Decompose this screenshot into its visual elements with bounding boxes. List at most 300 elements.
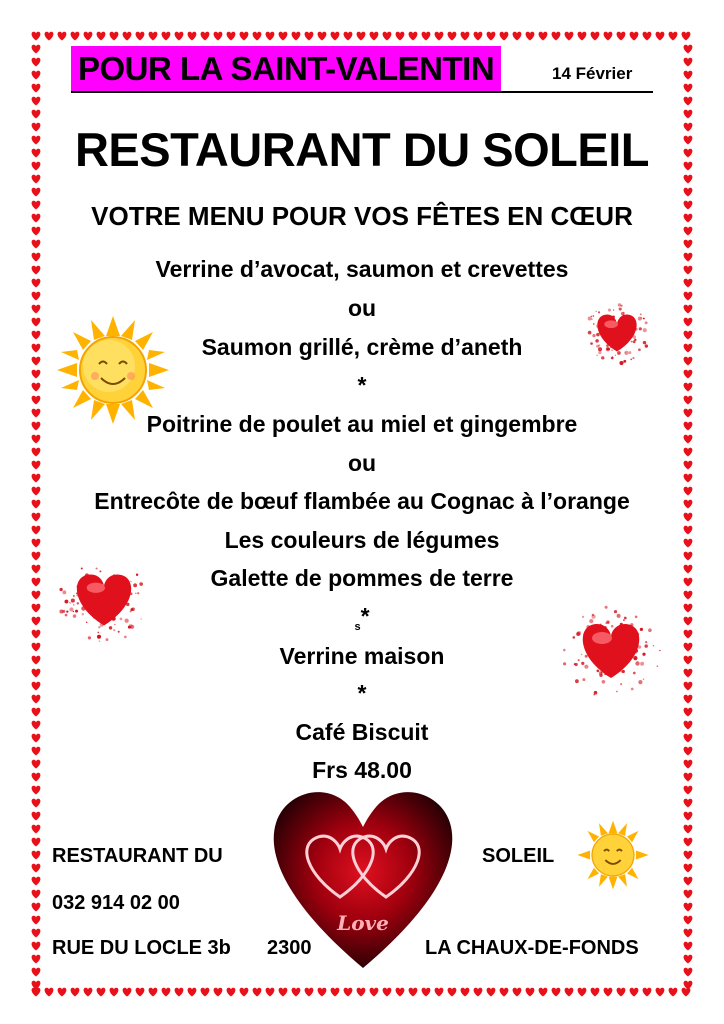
sparkle-dot bbox=[630, 358, 632, 360]
border-heart bbox=[487, 988, 496, 997]
sparkle-dot bbox=[608, 308, 611, 311]
border-heart bbox=[357, 32, 366, 41]
menu-subtitle: VOTRE MENU POUR VOS FÊTES EN CŒUR bbox=[91, 201, 633, 231]
border-heart bbox=[591, 32, 600, 41]
border-heart bbox=[188, 988, 197, 997]
sparkle-dot bbox=[645, 321, 648, 324]
border-heart bbox=[435, 32, 444, 41]
border-heart bbox=[383, 32, 392, 41]
sparkle-dot bbox=[643, 341, 647, 345]
border-heart bbox=[684, 747, 693, 756]
sparkle-dot bbox=[601, 356, 604, 359]
sparkle-dot bbox=[635, 616, 638, 619]
sparkle-dot bbox=[59, 609, 63, 613]
border-heart bbox=[110, 988, 119, 997]
border-heart bbox=[266, 988, 275, 997]
sparkle-dot bbox=[633, 672, 636, 675]
sparkle-dot bbox=[633, 656, 637, 660]
restaurant-title: RESTAURANT DU SOLEIL bbox=[74, 123, 649, 176]
border-heart bbox=[684, 84, 693, 93]
sparkle-dot bbox=[120, 618, 123, 621]
heart-love-text: Love bbox=[337, 911, 389, 935]
sparkle-dot bbox=[140, 618, 141, 619]
menu-separator: ou bbox=[347, 295, 377, 321]
border-heart bbox=[32, 890, 41, 899]
border-heart bbox=[500, 32, 509, 41]
border-heart bbox=[591, 988, 600, 997]
sparkle-dot bbox=[596, 345, 599, 348]
sparkle-dot bbox=[98, 626, 100, 628]
sparkle-dot bbox=[657, 665, 659, 667]
menu-separator: ou bbox=[347, 450, 377, 476]
footer-name-left: RESTAURANT DU bbox=[52, 845, 223, 867]
sparkle-dot bbox=[611, 357, 614, 360]
border-heart bbox=[552, 988, 561, 997]
border-heart bbox=[32, 58, 41, 67]
sparkle-dot bbox=[585, 655, 588, 658]
sparkle-dot bbox=[581, 654, 583, 656]
border-heart bbox=[71, 32, 80, 41]
sparkle-dot bbox=[99, 570, 101, 572]
border-heart bbox=[32, 240, 41, 249]
border-heart bbox=[149, 32, 158, 41]
sparkle-dot bbox=[621, 312, 625, 316]
sparkle-dot bbox=[595, 339, 599, 343]
sparkle-dot bbox=[640, 628, 643, 631]
border-heart bbox=[357, 988, 366, 997]
sparkle-dot bbox=[595, 311, 596, 312]
border-heart bbox=[240, 32, 249, 41]
sparkle-dot bbox=[65, 614, 68, 617]
menu-item: Galette de pommes de terre bbox=[210, 565, 514, 591]
border-heart bbox=[32, 851, 41, 860]
sparkle-dot bbox=[99, 641, 100, 642]
border-heart bbox=[266, 32, 275, 41]
sparkle-dot bbox=[598, 311, 600, 313]
border-heart bbox=[32, 84, 41, 93]
menu-price: Frs 48.00 bbox=[312, 757, 412, 783]
border-heart bbox=[45, 988, 54, 997]
border-heart bbox=[684, 591, 693, 600]
border-heart bbox=[305, 32, 314, 41]
sparkle-dot bbox=[643, 679, 644, 680]
header-underline bbox=[71, 91, 653, 93]
border-heart bbox=[396, 32, 405, 41]
border-heart bbox=[461, 988, 470, 997]
border-heart bbox=[682, 32, 691, 41]
sparkle-dot bbox=[631, 688, 634, 691]
border-heart bbox=[487, 32, 496, 41]
border-heart bbox=[58, 988, 67, 997]
border-heart bbox=[552, 32, 561, 41]
sparkle-dot bbox=[82, 613, 84, 615]
menu-item: Verrine maison bbox=[279, 643, 445, 669]
border-heart bbox=[539, 32, 548, 41]
border-heart bbox=[32, 825, 41, 834]
border-heart bbox=[383, 988, 392, 997]
sparkle-dot bbox=[137, 592, 139, 594]
border-heart bbox=[123, 988, 132, 997]
border-heart bbox=[396, 988, 405, 997]
sparkle-dot bbox=[638, 348, 641, 351]
border-heart bbox=[279, 988, 288, 997]
border-heart bbox=[684, 825, 693, 834]
border-heart bbox=[32, 45, 41, 54]
sparkle-dot bbox=[590, 342, 593, 345]
sparkle-heart-icon bbox=[578, 298, 656, 370]
border-heart bbox=[227, 32, 236, 41]
sparkle-dot bbox=[648, 628, 652, 632]
menu-item: Poitrine de poulet au miel et gingembre bbox=[146, 411, 578, 437]
border-heart bbox=[32, 799, 41, 808]
sparkle-dot bbox=[617, 351, 621, 355]
sparkle-dot bbox=[592, 614, 594, 616]
sparkle-dot bbox=[113, 629, 115, 631]
sparkle-dot bbox=[616, 691, 618, 693]
border-heart bbox=[32, 669, 41, 678]
menu-item: Café Biscuit bbox=[295, 719, 429, 745]
border-heart bbox=[32, 708, 41, 717]
border-heart bbox=[32, 955, 41, 964]
border-heart bbox=[344, 988, 353, 997]
border-heart bbox=[32, 747, 41, 756]
sparkle-dot bbox=[62, 590, 66, 594]
border-heart bbox=[630, 988, 639, 997]
menu-separator: * bbox=[357, 372, 367, 398]
border-heart bbox=[331, 988, 340, 997]
border-heart bbox=[32, 864, 41, 873]
sparkle-dot bbox=[645, 644, 648, 647]
sparkle-dot bbox=[563, 649, 566, 652]
border-heart bbox=[292, 32, 301, 41]
sparkle-dot bbox=[128, 626, 131, 629]
border-heart bbox=[435, 988, 444, 997]
border-heart bbox=[32, 188, 41, 197]
sparkle-dot bbox=[607, 621, 610, 624]
sparkle-dot bbox=[135, 593, 136, 594]
footer-street: RUE DU LOCLE 3b bbox=[52, 937, 231, 959]
border-heart bbox=[201, 988, 210, 997]
sparkle-dot bbox=[631, 341, 633, 343]
sparkle-dot bbox=[593, 315, 595, 317]
sparkle-dot bbox=[635, 661, 639, 665]
border-heart bbox=[32, 591, 41, 600]
sparkle-dot bbox=[628, 351, 631, 354]
border-heart bbox=[669, 32, 678, 41]
border-heart bbox=[656, 988, 665, 997]
sparkle-dot bbox=[599, 674, 602, 677]
border-heart bbox=[684, 812, 693, 821]
border-heart bbox=[32, 942, 41, 951]
sparkle-dot bbox=[73, 595, 75, 597]
border-heart bbox=[175, 32, 184, 41]
sparkle-dot bbox=[633, 340, 636, 343]
border-heart bbox=[71, 988, 80, 997]
sparkle-dot bbox=[575, 679, 579, 683]
border-heart bbox=[565, 988, 574, 997]
footer-postcode: 2300 bbox=[267, 937, 312, 959]
border-heart bbox=[32, 32, 41, 41]
sparkle-dot bbox=[623, 360, 626, 363]
sparkle-dot bbox=[639, 327, 642, 330]
border-heart bbox=[539, 988, 548, 997]
sparkle-dot bbox=[598, 351, 601, 354]
sparkle-dot bbox=[118, 631, 120, 633]
border-heart bbox=[513, 988, 522, 997]
border-heart bbox=[474, 32, 483, 41]
border-heart bbox=[643, 988, 652, 997]
border-heart bbox=[684, 71, 693, 80]
sun-icon bbox=[55, 315, 171, 425]
border-heart bbox=[684, 903, 693, 912]
border-heart bbox=[305, 988, 314, 997]
border-heart bbox=[175, 988, 184, 997]
menu-separator-star: * bbox=[360, 603, 370, 629]
sparkle-dot bbox=[641, 317, 643, 319]
menu-separator: * bbox=[357, 680, 367, 706]
border-heart bbox=[684, 929, 693, 938]
border-heart bbox=[684, 188, 693, 197]
border-heart bbox=[32, 110, 41, 119]
sparkle-dot bbox=[640, 662, 644, 666]
sparkle-dot bbox=[588, 316, 592, 320]
sun-icon bbox=[576, 820, 650, 890]
border-heart bbox=[201, 32, 210, 41]
border-heart bbox=[123, 32, 132, 41]
border-heart bbox=[331, 32, 340, 41]
border-heart bbox=[32, 916, 41, 925]
border-heart bbox=[240, 988, 249, 997]
border-heart bbox=[136, 32, 145, 41]
sparkle-dot bbox=[597, 670, 600, 673]
border-heart bbox=[684, 240, 693, 249]
border-heart bbox=[279, 32, 288, 41]
border-heart bbox=[32, 929, 41, 938]
border-heart bbox=[110, 32, 119, 41]
border-heart bbox=[32, 97, 41, 106]
border-heart bbox=[45, 32, 54, 41]
border-heart bbox=[684, 45, 693, 54]
sparkle-dot bbox=[64, 600, 68, 604]
border-heart bbox=[656, 32, 665, 41]
sparkle-dot bbox=[136, 574, 138, 576]
border-heart bbox=[422, 988, 431, 997]
event-date: 14 Février bbox=[552, 64, 633, 83]
border-heart bbox=[684, 708, 693, 717]
sparkle-dot bbox=[593, 323, 595, 325]
border-heart bbox=[32, 838, 41, 847]
footer-city: LA CHAUX-DE-FONDS bbox=[425, 937, 639, 959]
border-heart bbox=[578, 988, 587, 997]
menu-item: Entrecôte de bœuf flambée au Cognac à l’orange bbox=[94, 488, 630, 514]
border-heart bbox=[448, 988, 457, 997]
border-heart bbox=[318, 32, 327, 41]
border-heart bbox=[32, 786, 41, 795]
footer-phone: 032 914 02 00 bbox=[52, 892, 180, 914]
sparkle-dot bbox=[71, 599, 75, 603]
sparkle-dot bbox=[66, 610, 68, 612]
sparkle-dot bbox=[77, 602, 79, 604]
border-heart bbox=[682, 988, 691, 997]
sparkle-dot bbox=[109, 626, 112, 629]
border-heart bbox=[684, 838, 693, 847]
border-heart bbox=[461, 32, 470, 41]
sparkle-dot bbox=[584, 665, 588, 669]
border-heart bbox=[409, 988, 418, 997]
sparkle-dot bbox=[632, 357, 634, 359]
sparkle-dot bbox=[643, 328, 647, 332]
sparkle-dot bbox=[592, 334, 595, 337]
sparkle-dot bbox=[578, 659, 580, 661]
sparkle-dot bbox=[645, 344, 648, 347]
border-heart bbox=[214, 988, 223, 997]
border-heart bbox=[684, 97, 693, 106]
sparkle-dot bbox=[73, 611, 74, 612]
border-heart bbox=[684, 877, 693, 886]
sparkle-dot bbox=[605, 606, 608, 609]
border-heart bbox=[370, 32, 379, 41]
sparkle-dot bbox=[133, 583, 137, 587]
sparkle-dot bbox=[75, 610, 78, 613]
menu-item: Saumon grillé, crème d’aneth bbox=[201, 334, 523, 360]
sparkle-dot bbox=[88, 636, 91, 639]
border-heart bbox=[684, 916, 693, 925]
border-heart bbox=[149, 988, 158, 997]
sparkle-dot bbox=[615, 355, 616, 356]
sparkle-dot bbox=[130, 581, 131, 582]
sparkle-dot bbox=[601, 672, 603, 674]
sparkle-dot bbox=[659, 650, 660, 651]
sparkle-dot bbox=[640, 313, 642, 315]
border-heart bbox=[370, 988, 379, 997]
sparkle-dot bbox=[86, 622, 87, 623]
border-heart bbox=[448, 32, 457, 41]
border-heart bbox=[292, 988, 301, 997]
sparkle-dot bbox=[620, 683, 622, 685]
border-heart bbox=[409, 32, 418, 41]
sparkle-dot bbox=[594, 691, 598, 695]
border-heart bbox=[162, 32, 171, 41]
sparkle-dot bbox=[613, 309, 614, 310]
border-heart bbox=[684, 942, 693, 951]
border-heart bbox=[500, 988, 509, 997]
border-heart bbox=[32, 968, 41, 977]
sparkle-dot bbox=[582, 678, 585, 681]
sparkle-dot bbox=[638, 680, 642, 684]
border-heart bbox=[227, 988, 236, 997]
border-heart bbox=[526, 32, 535, 41]
sparkle-dot bbox=[593, 694, 594, 695]
menu-item: Verrine d’avocat, saumon et crevettes bbox=[155, 256, 569, 282]
border-heart bbox=[565, 32, 574, 41]
menu-item: Les couleurs de légumes bbox=[224, 527, 500, 553]
border-heart bbox=[684, 58, 693, 67]
sparkle-dot bbox=[69, 607, 73, 611]
sparkle-dot bbox=[106, 638, 109, 641]
sparkle-dot bbox=[621, 305, 623, 307]
border-heart bbox=[422, 32, 431, 41]
border-heart bbox=[617, 988, 626, 997]
border-heart bbox=[684, 955, 693, 964]
sparkle-dot bbox=[624, 351, 628, 355]
border-heart bbox=[684, 851, 693, 860]
sparkle-dot bbox=[591, 316, 593, 318]
border-heart bbox=[344, 32, 353, 41]
border-heart bbox=[188, 32, 197, 41]
sparkle-dot bbox=[563, 662, 566, 665]
border-heart bbox=[214, 32, 223, 41]
border-heart bbox=[684, 786, 693, 795]
border-heart bbox=[474, 988, 483, 997]
sparkle-dot bbox=[591, 318, 593, 320]
border-heart bbox=[136, 988, 145, 997]
sparkle-dot bbox=[596, 333, 600, 337]
sparkle-dot bbox=[581, 662, 584, 665]
sparkle-dot bbox=[611, 625, 614, 628]
sparkle-dot bbox=[139, 582, 143, 586]
sparkle-dot bbox=[619, 307, 622, 310]
sparkle-dot bbox=[69, 602, 71, 604]
sparkle-dot bbox=[575, 663, 578, 666]
border-heart bbox=[253, 32, 262, 41]
sparkle-dot bbox=[653, 645, 654, 646]
sparkle-dot bbox=[623, 619, 625, 621]
border-heart bbox=[32, 877, 41, 886]
sparkle-dot bbox=[114, 624, 115, 625]
border-heart bbox=[684, 864, 693, 873]
footer-name-right: SOLEIL bbox=[482, 845, 555, 867]
sparkle-dot bbox=[606, 348, 609, 351]
border-heart bbox=[84, 988, 93, 997]
border-heart bbox=[669, 988, 678, 997]
sparkle-dot bbox=[582, 616, 584, 618]
sparkle-dot bbox=[598, 347, 602, 351]
sparkle-dot bbox=[619, 361, 623, 365]
sparkle-dot bbox=[617, 614, 621, 618]
border-heart bbox=[604, 988, 613, 997]
sparkle-dot bbox=[596, 354, 598, 356]
sparkle-dot bbox=[611, 349, 613, 351]
border-heart bbox=[58, 32, 67, 41]
sparkle-dot bbox=[602, 680, 606, 684]
sparkle-dot bbox=[96, 568, 98, 570]
occasion-banner: POUR LA SAINT-VALENTIN bbox=[71, 46, 501, 92]
border-heart bbox=[643, 32, 652, 41]
sparkle-dot bbox=[125, 619, 129, 623]
sparkle-dot bbox=[588, 331, 592, 335]
sparkle-dot bbox=[576, 632, 580, 636]
sparkle-dot bbox=[645, 641, 647, 643]
sparkle-dot bbox=[81, 568, 83, 570]
sparkle-dot bbox=[97, 635, 101, 639]
sparkle-dot bbox=[73, 614, 76, 617]
border-heart bbox=[253, 988, 262, 997]
border-heart bbox=[97, 988, 106, 997]
border-heart bbox=[32, 71, 41, 80]
border-heart bbox=[84, 32, 93, 41]
border-heart bbox=[318, 988, 327, 997]
border-heart bbox=[684, 669, 693, 678]
border-heart bbox=[526, 988, 535, 997]
sparkle-dot bbox=[642, 653, 645, 656]
sparkle-dot bbox=[97, 632, 99, 634]
border-heart bbox=[630, 32, 639, 41]
sparkle-dot bbox=[605, 622, 607, 624]
sparkle-dot bbox=[614, 610, 617, 613]
border-heart bbox=[513, 32, 522, 41]
sparkle-dot bbox=[124, 636, 127, 639]
sparkle-heart-icon bbox=[558, 600, 664, 704]
